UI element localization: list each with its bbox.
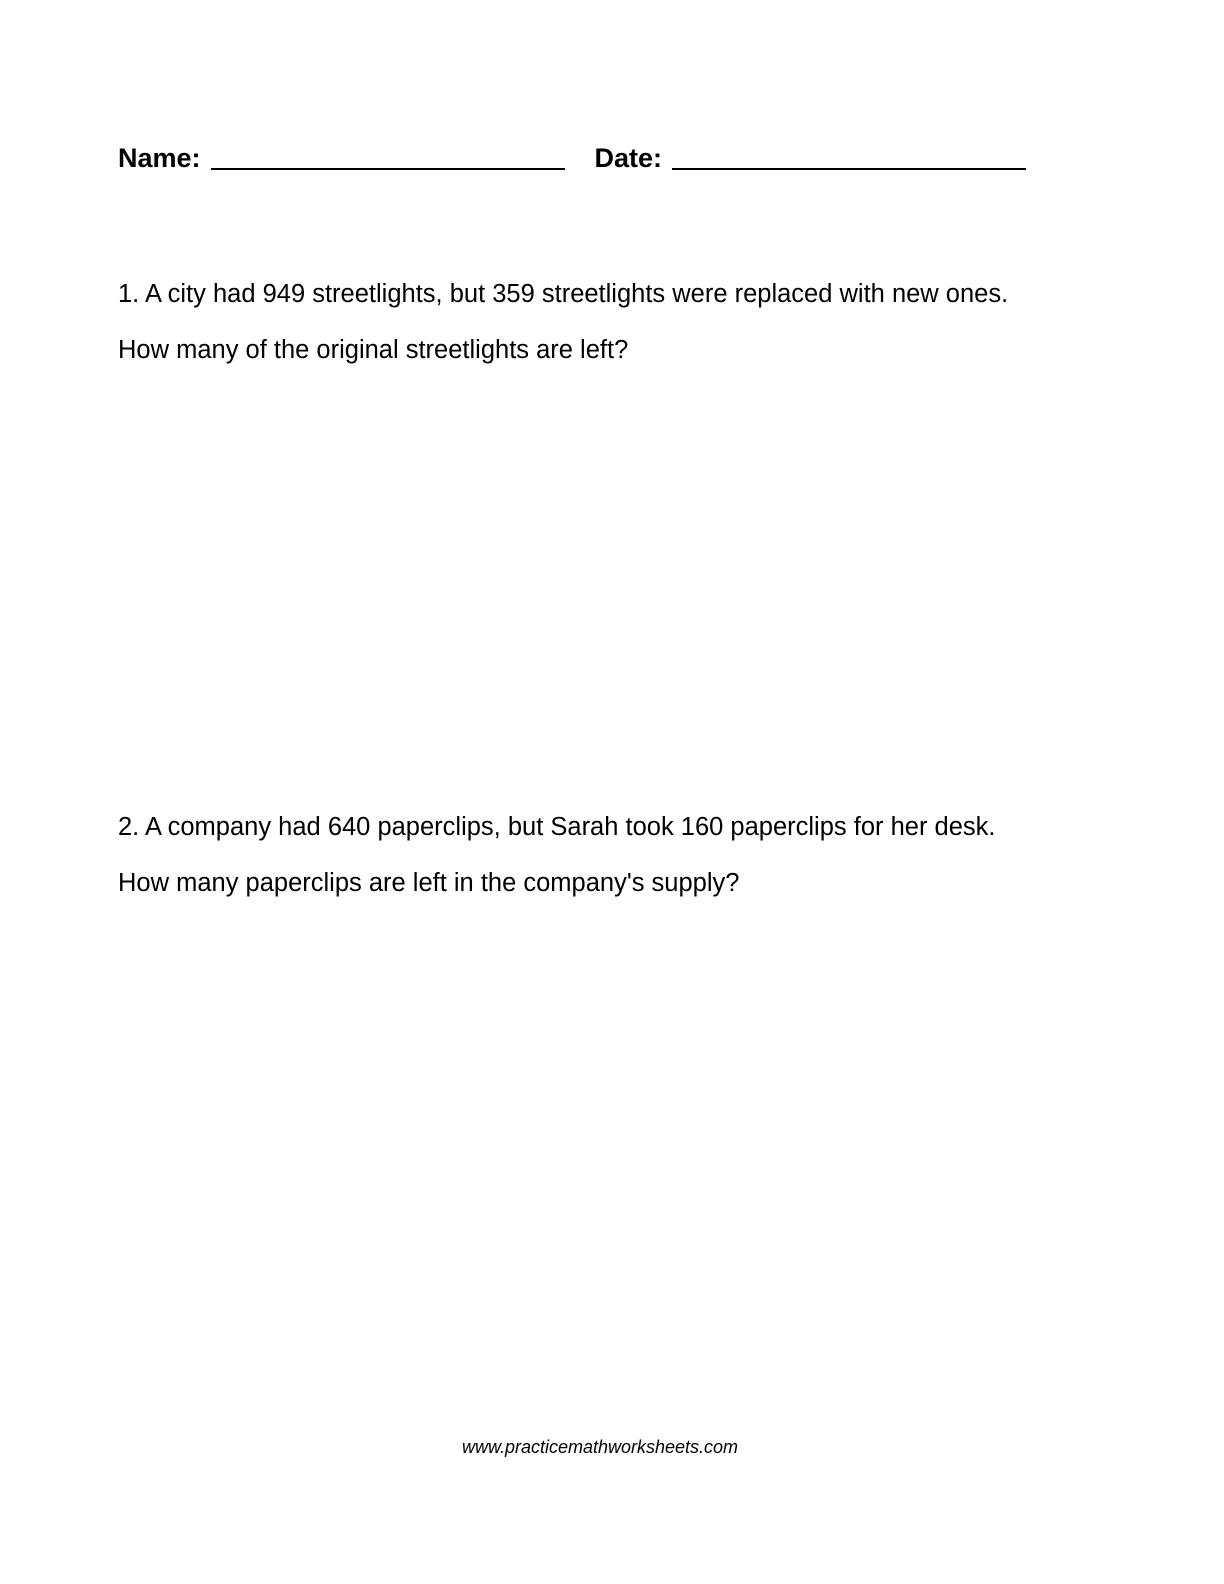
question-1 (118, 266, 1008, 378)
question-1-line-1: 1. A city had 949 streetlights, but 359 streetlights were replaced with new ones. (118, 280, 1009, 308)
name-field (118, 143, 565, 174)
question-2-line-2: How many paperclips are left in the company's supply? (118, 869, 740, 897)
date-field (595, 143, 1027, 174)
date-blank-line[interactable] (672, 168, 1026, 170)
question-1-line-2: How many of the original streetlights are left? (118, 336, 629, 364)
question-2 (118, 799, 995, 911)
worksheet-header (118, 143, 1026, 174)
name-blank-line[interactable] (211, 168, 565, 170)
question-2-line-1: 2. A company had 640 paperclips, but Sarah took 160 paperclips for her desk. (118, 813, 996, 841)
date-label: Date: (594, 143, 663, 173)
name-label: Name: (118, 143, 201, 173)
footer-url: www.practicemathworksheets.com (461, 1437, 739, 1457)
